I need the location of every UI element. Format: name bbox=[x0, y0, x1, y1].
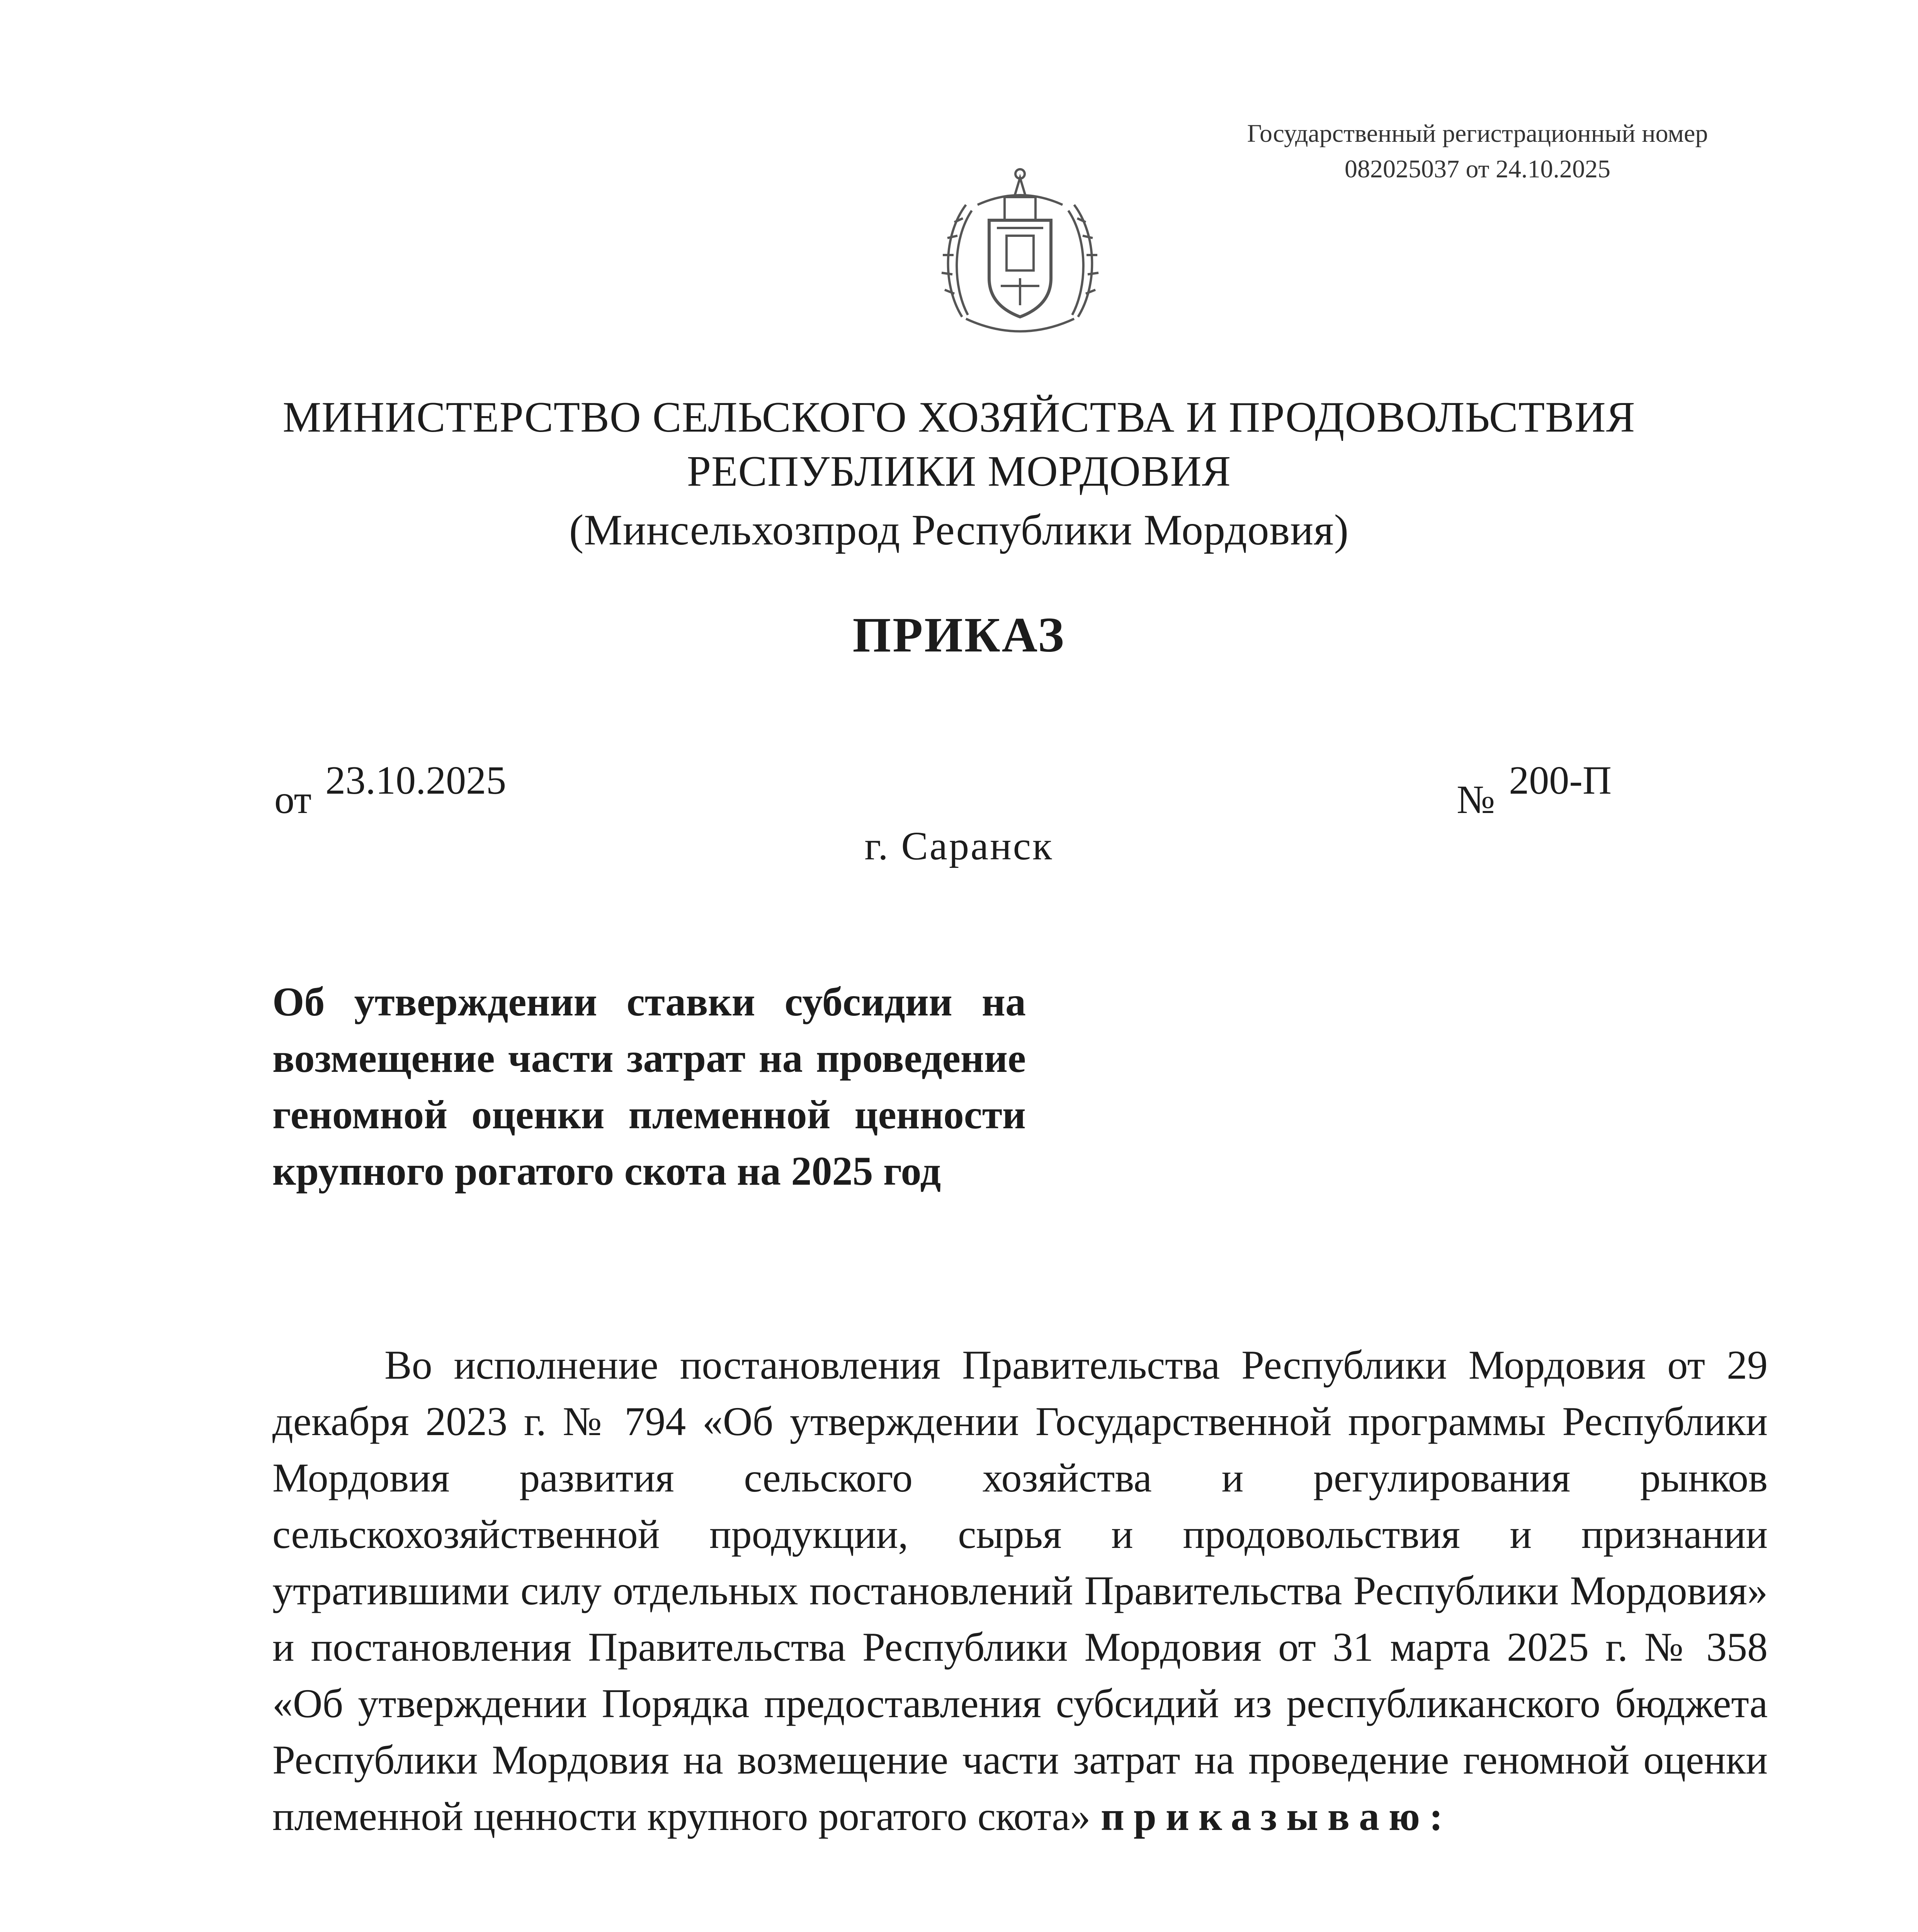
number-prefix: № bbox=[1457, 777, 1495, 822]
date-prefix: от bbox=[274, 777, 312, 822]
order-number bbox=[1457, 757, 1612, 822]
date-value: 23.10.2025 bbox=[325, 758, 507, 803]
preamble-paragraph bbox=[272, 1337, 1768, 1845]
order-date bbox=[274, 757, 507, 822]
registration-line-1: Государственный регистрационный номер bbox=[1247, 119, 1708, 148]
ministry-name-line-2: РЕСПУБЛИКИ МОРДОВИЯ bbox=[687, 447, 1231, 495]
ministry-header bbox=[0, 390, 1918, 557]
registration-line-2: 082025037 от 24.10.2025 bbox=[1345, 155, 1610, 183]
coat-of-arms-icon bbox=[939, 162, 1101, 344]
ministry-short-name: (Минсельхозпрод Республики Мордовия) bbox=[569, 506, 1349, 554]
preamble-text: Во исполнение постановления Правительства Республики Мордовия от 29 декабря 2023 г. № 794 «Об утверждении Государственной программы Республики Мордовия развития сельского хозяйства и регулирования рынков сельскохозяйственной продукции, сырья и продовольствия и признании утратившими силу отдельных постановлений Правительства Республики Мордовия» и постановления Правительства Республики Мордовия от 31 марта 2025 г. № 358 «Об утверждении Порядка предоставления субсидий из республиканского бюджета Республики Мордовия на возмещение части затрат на проведение геномной оценки племенной ценности крупного рогатого скота» bbox=[272, 1342, 1768, 1839]
ministry-name-line-1: МИНИСТЕРСТВО СЕЛЬСКОГО ХОЗЯЙСТВА И ПРОДОВОЛЬСТВИЯ bbox=[282, 393, 1636, 441]
document-title: ПРИКАЗ bbox=[852, 607, 1066, 662]
order-subject: Об утверждении ставки субсидии на возмещение части затрат на проведение геномной оценки племенной ценности крупного рогатого скота на 2025 год bbox=[272, 979, 1026, 1194]
order-word: приказываю: bbox=[1100, 1794, 1452, 1839]
registration-number bbox=[1149, 116, 1806, 187]
number-value: 200-П bbox=[1509, 758, 1612, 803]
city: г. Саранск bbox=[864, 824, 1054, 868]
